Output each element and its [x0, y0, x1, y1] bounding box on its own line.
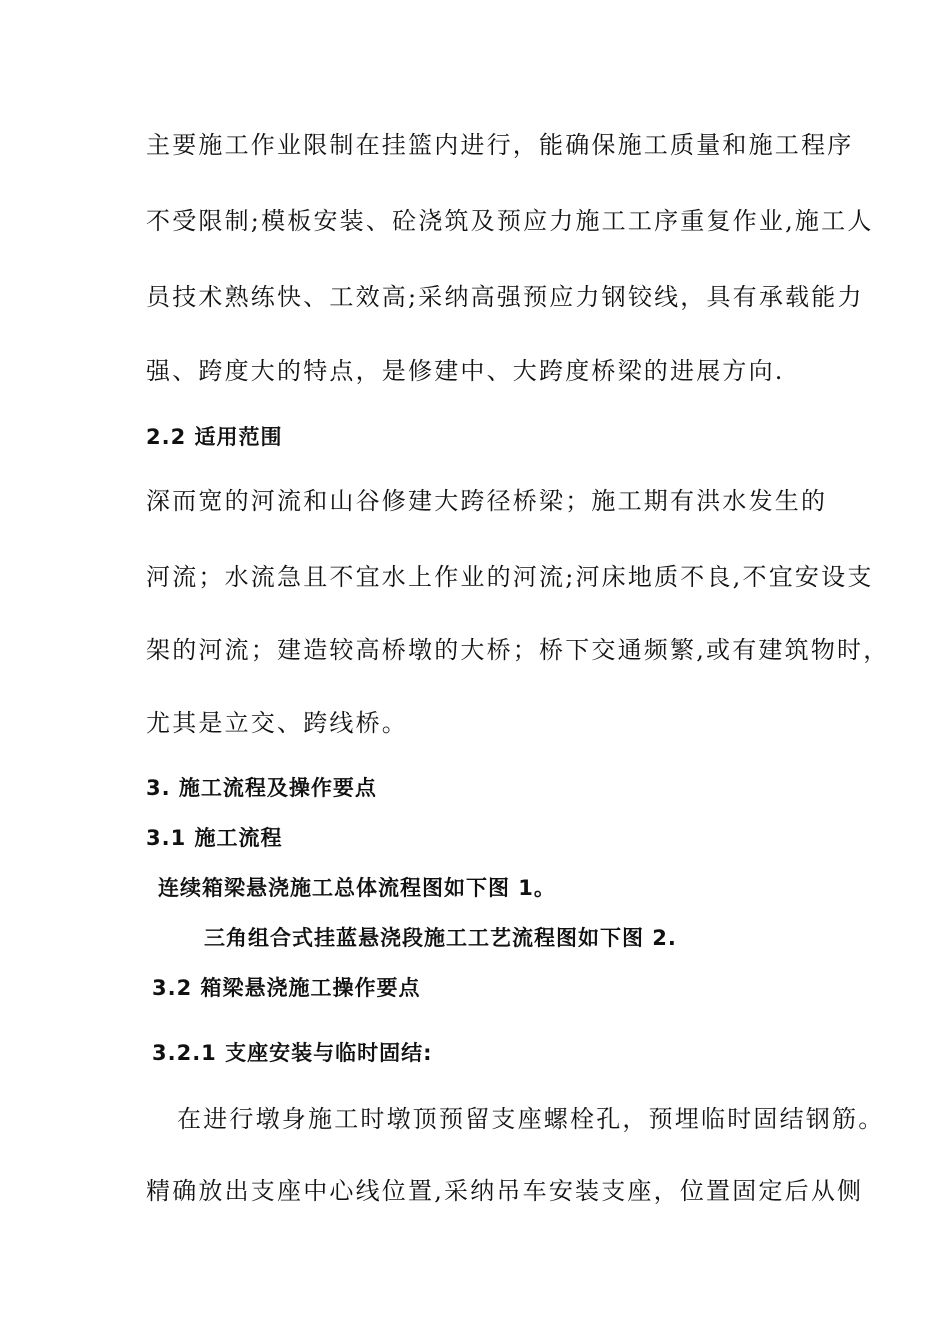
paragraph-line: 架的河流；建造较高桥墩的大桥；桥下交通频繁,或有建筑物时， [146, 636, 890, 664]
paragraph-line: 河流；水流急且不宜水上作业的河流;河床地质不良,不宜安设支 [146, 563, 874, 591]
section-heading-2-2: 2.2 适用范围 [146, 425, 283, 449]
paragraph-line: 强、跨度大的特点，是修建中、大跨度桥梁的进展方向. [146, 357, 785, 385]
section-heading-3-2: 3.2 箱梁悬浇施工操作要点 [152, 976, 421, 1000]
paragraph-line: 精确放出支座中心线位置,采纳吊车安装支座，位置固定后从侧 [146, 1177, 864, 1205]
paragraph-line: 员技术熟练快、工效高;采纳高强预应力钢铰线，具有承载能力 [146, 283, 864, 311]
section-heading-3: 3. 施工流程及操作要点 [146, 776, 377, 800]
paragraph-line: 主要施工作业限制在挂篮内进行，能确保施工质量和施工程序 [146, 131, 854, 159]
paragraph-line: 尤其是立交、跨线桥。 [146, 709, 408, 737]
paragraph-line: 在进行墩身施工时墩顶预留支座螺栓孔，预埋临时固结钢筋。 [177, 1105, 885, 1133]
paragraph-line: 深而宽的河流和山谷修建大跨径桥梁；施工期有洪水发生的 [146, 487, 828, 515]
paragraph-line: 不受限制;模板安装、砼浇筑及预应力施工工序重复作业,施工人 [146, 207, 874, 235]
section-heading-3-1: 3.1 施工流程 [146, 826, 283, 850]
section-heading-3-2-1: 3.2.1 支座安装与临时固结: [152, 1041, 433, 1065]
flow-chart-reference-1: 连续箱梁悬浇施工总体流程图如下图 1。 [158, 876, 556, 900]
flow-chart-reference-2: 三角组合式挂蓝悬浇段施工工艺流程图如下图 2. [204, 926, 677, 950]
